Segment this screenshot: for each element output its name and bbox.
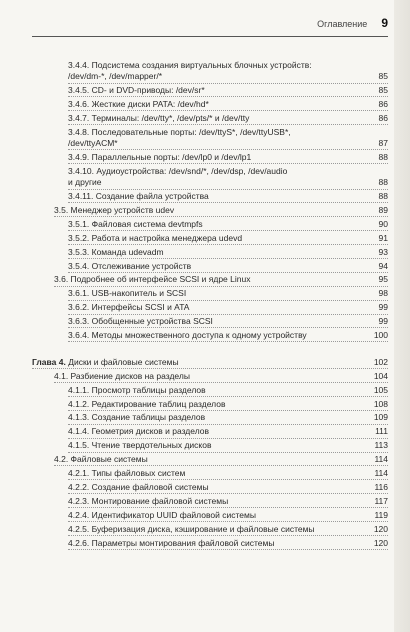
toc-page-number: 89 [378,205,388,216]
toc-subsection[interactable] [68,233,388,245]
toc-subsection[interactable] [68,99,388,111]
toc-page-number: 114 [374,454,388,465]
toc-subsection[interactable] [68,510,388,522]
toc-entry-title: 3.6.3. Обобщенные устройства SCSI [68,316,213,327]
chapter-gap [32,344,388,357]
toc-page-number: 87 [378,138,388,149]
toc-subsection[interactable] [68,261,388,273]
toc-subsection[interactable] [68,247,388,259]
page-edge [394,0,410,632]
toc-page-number: 114 [374,468,388,479]
toc-entry-title: 3.4.5. CD- и DVD-приводы: /dev/sr* [68,85,205,96]
toc-page-number: 88 [378,191,388,202]
toc-page-number: 116 [374,481,388,492]
toc-page-number: 99 [378,302,388,313]
chapter-label: Глава 4. [32,356,66,367]
toc-page-number: 113 [374,440,388,451]
header-rule [32,36,388,37]
toc-subsection[interactable] [68,85,388,97]
toc-entry-title: 4.2. Файловые системы [54,454,148,465]
table-of-contents [32,60,388,551]
toc-page-number: 109 [373,412,388,423]
page-number: 9 [381,16,388,30]
toc-page-number: 94 [378,260,388,271]
toc-entry-title: 4.1. Разбиение дисков на разделы [54,370,190,381]
toc-entry-title: 3.4.11. Создание файла устройства [68,191,209,202]
toc-entry-title: 3.5. Менеджер устройств udev [54,205,175,216]
toc-page-number: 86 [378,99,388,110]
toc-page-number: 108 [373,398,388,409]
toc-entry-title: 4.1.2. Редактирование таблиц разделов [68,398,226,409]
toc-entry-title: 3.5.3. Команда udevadm [68,246,164,257]
toc-subsection[interactable] [68,468,388,480]
toc-entry-title: Глава 4. Диски и файловые системы [32,356,179,367]
toc-page-number: 85 [378,71,388,82]
toc-entry-title: 3.4.4. Подсистема создания виртуальных блочных устройств: /dev/dm-*, /dev/mapper/* [68,60,312,82]
toc-subsection[interactable] [68,426,388,438]
toc-subsection[interactable] [68,127,388,151]
toc-page-number: 93 [378,246,388,257]
toc-entry-title: 3.5.4. Отслеживание устройств [68,260,192,271]
toc-page-number: 100 [373,330,388,341]
toc-subsection[interactable] [68,385,388,397]
toc-entry-title: 4.2.2. Создание файловой системы [68,481,209,492]
toc-chapter[interactable] [32,357,388,369]
toc-entry-title: 3.6.4. Методы множественного доступа к одному устройству [68,330,307,341]
toc-entry-title: 3.4.6. Жесткие диски PATA: /dev/hd* [68,99,209,110]
toc-subsection[interactable] [68,152,388,164]
toc-section[interactable] [54,205,388,217]
toc-page-number: 90 [378,218,388,229]
toc-entry-title: 4.2.1. Типы файловых систем [68,468,186,479]
toc-subsection[interactable] [68,302,388,314]
toc-page-number: 104 [373,370,388,381]
toc-subsection[interactable] [68,113,388,125]
toc-page-number: 102 [373,356,388,367]
toc-entry-title: 3.6.2. Интерфейсы SCSI и ATA [68,302,190,313]
toc-page-number: 85 [378,85,388,96]
toc-page-number: 111 [375,426,388,437]
toc-entry-title: 4.2.6. Параметры монтирования файловой системы [68,537,275,548]
toc-entry-title: 3.6. Подробнее об интерфейсе SCSI и ядре Linux [54,274,251,285]
toc-entry-title: 3.4.7. Терминалы: /dev/tty*, /dev/pts/* и /dev/tty [68,112,250,123]
toc-subsection[interactable] [68,316,388,328]
toc-section[interactable] [54,274,388,286]
toc-subsection[interactable] [68,496,388,508]
header-title: Оглавление [317,19,368,29]
toc-page-number: 120 [373,537,388,548]
toc-subsection[interactable] [68,440,388,452]
toc-entry-title: 3.4.8. Последовательные порты: /dev/ttyS*, /dev/ttyUSB*, /dev/ttyACM* [68,126,291,149]
toc-page-number: 117 [374,495,388,506]
toc-subsection[interactable] [68,330,388,342]
toc-entry-title: 4.1.4. Геометрия дисков и разделов [68,426,209,437]
toc-page-number: 105 [373,384,388,395]
toc-subsection[interactable] [68,288,388,300]
toc-entry-title: 4.1.5. Чтение твердотельных дисков [68,440,212,451]
toc-page-number: 91 [378,232,388,243]
toc-entry-title: 4.2.4. Идентификатор UUID файловой системы [68,509,256,520]
toc-entry-title: 3.6.1. USB-накопитель и SCSI [68,288,187,299]
toc-entry-title: 4.1.1. Просмотр таблицы разделов [68,384,206,395]
toc-page-number: 88 [378,152,388,163]
toc-subsection[interactable] [68,482,388,494]
toc-entry-title: 3.4.10. Аудиоустройства: /dev/snd/*, /dev/dsp, /dev/audio и другие [68,165,288,188]
toc-page-number: 119 [374,509,388,520]
toc-entry-title: 3.4.9. Параллельные порты: /dev/lp0 и /dev/lp1 [68,152,252,163]
toc-page-number: 98 [378,288,388,299]
toc-page-number: 99 [378,316,388,327]
toc-page-number: 95 [378,274,388,285]
toc-subsection[interactable] [68,191,388,203]
toc-subsection[interactable] [68,538,388,550]
toc-subsection[interactable] [68,399,388,411]
toc-subsection[interactable] [68,60,388,84]
toc-entry-title: 4.2.3. Монтирование файловой системы [68,495,229,506]
toc-subsection[interactable] [68,219,388,231]
toc-page-number: 86 [378,112,388,123]
toc-entry-title: 3.5.1. Файловая система devtmpfs [68,218,203,229]
toc-subsection[interactable] [68,412,388,424]
toc-page-number: 88 [378,177,388,188]
toc-section[interactable] [54,454,388,466]
running-header [32,16,388,32]
toc-page-number: 120 [373,523,388,534]
toc-subsection[interactable] [68,524,388,536]
toc-entry-title: 4.2.5. Буферизация диска, кэширование и файловые системы [68,523,315,534]
toc-entry-title: 4.1.3. Создание таблицы разделов [68,412,206,423]
toc-section[interactable] [54,371,388,383]
toc-subsection[interactable] [68,166,388,190]
toc-entry-title: 3.5.2. Работа и настройка менеджера udevd [68,232,243,243]
